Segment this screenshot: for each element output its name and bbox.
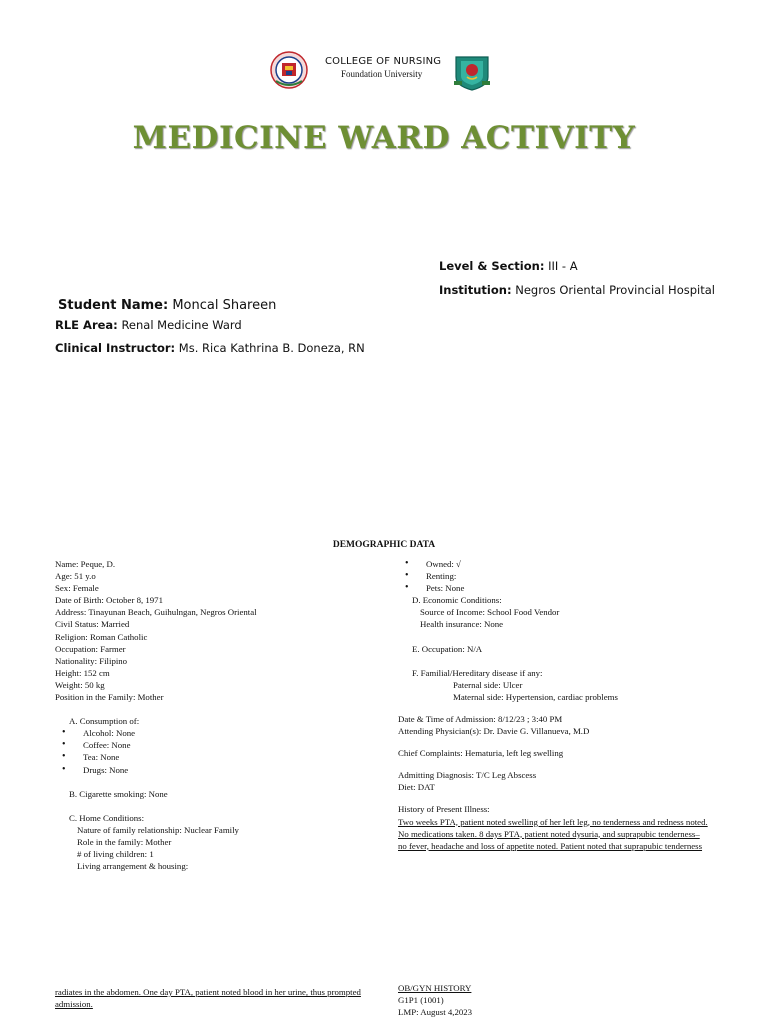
- level-label: Level & Section:: [439, 259, 545, 273]
- hpi-continuation-line-1: radiates in the abdomen. One day PTA, patient noted blood in her urine, thus prompted: [55, 987, 361, 997]
- patient-religion: Religion: Roman Catholic: [55, 631, 148, 642]
- instructor-label: Clinical Instructor:: [55, 341, 176, 355]
- level-value: III - A: [548, 259, 578, 273]
- student-value: Moncal Shareen: [172, 298, 277, 313]
- rle-value: Renal Medicine Ward: [121, 318, 242, 332]
- consumption-drugs: • Drugs: None: [55, 764, 375, 776]
- college-name: COLLEGE OF NURSING: [325, 56, 442, 67]
- obgyn-history: [398, 982, 598, 1018]
- patient-height: Height: 152 cm: [55, 667, 110, 678]
- family-relationship: Nature of family relationship: Nuclear Family: [77, 824, 239, 835]
- rle-label: RLE Area:: [55, 318, 118, 332]
- level-section: [439, 259, 578, 273]
- hpi-heading: History of Present Illness:: [398, 804, 490, 815]
- obgyn-lmp: LMP: August 4,2023: [398, 1007, 473, 1018]
- housing-renting: • Renting:: [398, 570, 728, 582]
- diet: Diet: DAT: [398, 782, 435, 793]
- attending-physician: Attending Physician(s): Dr. Davie G. Villanueva, M.D: [398, 726, 590, 737]
- institution-label: Institution:: [439, 283, 512, 297]
- hpi-line-3: no fever, headache and loss of appetite noted. Patient noted that suprapubic tenderness: [398, 840, 703, 851]
- hpi-line-2: No medications taken. 8 days PTA, patient noted dysuria, and suprapubic tenderness–: [398, 828, 700, 839]
- institution-value: Negros Oriental Provincial Hospital: [515, 283, 715, 297]
- housing-owned: • Owned: √: [398, 558, 728, 570]
- maternal-side: Maternal side: Hypertension, cardiac problems: [453, 691, 618, 702]
- rle-area: [55, 318, 242, 332]
- patient-sex: Sex: Female: [55, 583, 99, 594]
- patient-nationality: Nationality: Filipino: [55, 655, 128, 666]
- cigarette-smoking: B. Cigarette smoking: None: [69, 788, 168, 799]
- economic-heading: D. Economic Conditions:: [412, 595, 502, 606]
- living-children: # of living children: 1: [77, 848, 154, 859]
- consumption-tea: • Tea: None: [55, 751, 375, 763]
- nursing-college-logo: [452, 53, 492, 91]
- student-label: Student Name:: [58, 298, 169, 313]
- admission-datetime: Date & Time of Admission: 8/12/23 ; 3:40 PM: [398, 713, 563, 724]
- source-of-income: Source of Income: School Food Vendor: [420, 607, 560, 618]
- hpi-continuation: [55, 986, 385, 1010]
- student-name: [58, 298, 276, 313]
- patient-age: Age: 51 y.o: [55, 571, 96, 582]
- living-arrangement: Living arrangement & housing:: [77, 861, 189, 872]
- patient-name: Name: Peque, D.: [55, 559, 116, 569]
- demographic-left-column: [55, 558, 375, 872]
- patient-occupation: Occupation: Farmer: [55, 643, 126, 654]
- university-seal-logo: [270, 51, 308, 89]
- hpi-continuation-line-2: admission.: [55, 999, 93, 1010]
- patient-weight: Weight: 50 kg: [55, 679, 105, 690]
- admitting-diagnosis: Admitting Diagnosis: T/C Leg Abscess: [398, 770, 537, 781]
- patient-family-position: Position in the Family: Mother: [55, 692, 164, 703]
- page-title: MEDICINE WARD ACTIVITY: [132, 120, 636, 156]
- obgyn-heading: OB/GYN HISTORY: [398, 983, 472, 993]
- home-conditions-heading: C. Home Conditions:: [69, 812, 145, 823]
- consumption-alcohol: • Alcohol: None: [55, 727, 375, 739]
- familial-heading: F. Familial/Hereditary disease if any:: [412, 667, 543, 678]
- consumption-coffee: • Coffee: None: [55, 739, 375, 751]
- health-insurance: Health insurance: None: [420, 619, 504, 630]
- occupation-item: E. Occupation: N/A: [412, 643, 483, 654]
- obgyn-gravida-para: G1P1 (1001): [398, 995, 444, 1006]
- family-role: Role in the family: Mother: [77, 836, 172, 847]
- university-name: Foundation University: [341, 69, 423, 79]
- instructor-value: Ms. Rica Kathrina B. Doneza, RN: [178, 341, 365, 355]
- institution: [439, 283, 715, 297]
- patient-address: Address: Tinayunan Beach, Guihulngan, Negros Oriental: [55, 607, 257, 618]
- demographic-right-column: [398, 558, 728, 852]
- chief-complaints: Chief Complaints: Hematuria, left leg swelling: [398, 748, 564, 759]
- clinical-instructor: [55, 341, 365, 355]
- patient-civil-status: Civil Status: Married: [55, 619, 130, 630]
- paternal-side: Paternal side: Ulcer: [453, 679, 523, 690]
- housing-pets: • Pets: None: [398, 582, 728, 594]
- demographic-title: DEMOGRAPHIC DATA: [332, 540, 436, 550]
- hpi-line-1: Two weeks PTA, patient noted swelling of her left leg, no tenderness and redness noted.: [398, 816, 708, 827]
- patient-dob: Date of Birth: October 8, 1971: [55, 595, 163, 606]
- consumption-heading: A. Consumption of:: [69, 716, 140, 727]
